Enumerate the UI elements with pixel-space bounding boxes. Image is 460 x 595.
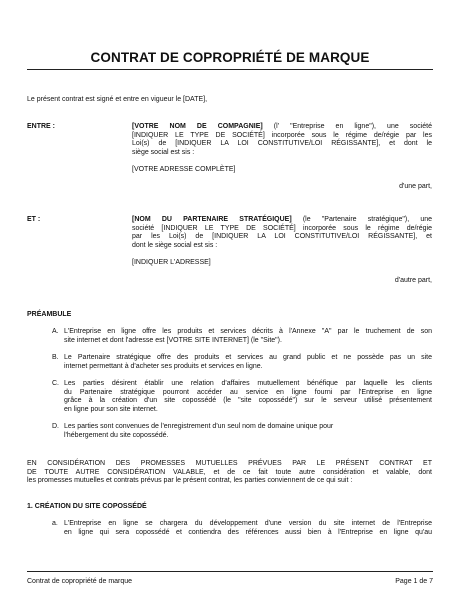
consideration-line-2: DE TOUTE AUTRE CONSIDÉRATION VALABLE, et de ce fait toute autre considération et valable, dont: [27, 468, 432, 476]
item-d-line-1: Les parties sont convenues de l'enregistrement d'un seul nom de domaine unique pour: [64, 423, 334, 430]
section-1-heading: 1. CRÉATION DU SITE COPOSSÉDÉ: [27, 503, 147, 510]
item-d-letter: D.: [52, 423, 59, 430]
item-c-line-4: en ligne pour son site internet.: [64, 405, 158, 413]
item-c-line-1: Les parties désirent établir une relation d'affaires mutuellement bénéfique par laquelle les clients: [64, 380, 432, 387]
preambule-heading: PRÉAMBULE: [27, 311, 72, 318]
item-b-line-1: Le Partenaire stratégique offre des produits et services au grand public et ne possède pas un site: [64, 354, 432, 361]
et-line-4: dont le siège social est sis :: [132, 241, 218, 249]
section-1-item-line-1: L'Entreprise en ligne se chargera du développement d'une version du site internet de l'Entreprise: [64, 520, 432, 527]
partner-name: [NOM DU PARTENAIRE STRATÉGIQUE]: [132, 216, 292, 223]
entre-line-1: [VOTRE NOM DE COMPAGNIE] (l' "Entreprise en ligne"), une société: [132, 123, 432, 130]
title-divider: [27, 69, 433, 70]
section-1-item-letter: a.: [52, 520, 58, 527]
et-line-3: par les Loi(s) de [INDIQUER LA LOI CONSTITUTIVE/LOI RÉGISSANTE], et: [132, 233, 432, 240]
entre-line-4: siège social est sis :: [132, 148, 195, 156]
entre-line-2: [INDIQUER LE TYPE DE SOCIÉTÉ] incorporée sous le régime de/régie par les: [132, 131, 432, 139]
intro-text: Le présent contrat est signé et entre en vigueur le [DATE],: [27, 96, 208, 103]
entre-closing: d'une part,: [399, 183, 432, 190]
item-b-line-2: internet permettant à d'acheter ses produits et services en ligne.: [64, 362, 263, 370]
et-line-2: société [INDIQUER LE TYPE DE SOCIÉTÉ] incorporée sous le régime de/régie: [132, 224, 432, 232]
item-a-letter: A.: [52, 328, 59, 335]
item-a-line-1: L'Entreprise en ligne offre les produits et services décrits à l'Annexe "A" par le truchement de son: [64, 328, 432, 335]
item-a-line-2: site internet et dont l'adresse est [VOTRE SITE INTERNET] (le "Site").: [64, 336, 282, 344]
entre-address: [VOTRE ADRESSE COMPLÈTE]: [132, 166, 236, 173]
et-closing: d'autre part,: [394, 277, 432, 284]
footer-divider: [27, 571, 433, 572]
consideration-line-1: EN CONSIDÉRATION DES PROMESSES MUTUELLES PRÉVUES PAR LE PRÉSENT CONTRAT ET: [27, 460, 432, 467]
item-d-line-2: l'hébergement du site copossédé.: [64, 431, 169, 439]
footer-document-name: Contrat de copropriété de marque: [27, 578, 133, 585]
document-title: CONTRAT DE COPROPRIÉTÉ DE MARQUE: [90, 50, 370, 65]
et-label: ET :: [27, 216, 41, 223]
consideration-line-3: les promesses mutuelles et contrats prévus par le présent contrat, les parties conviennent de ce qui suit :: [27, 477, 353, 484]
item-b-letter: B.: [52, 354, 59, 361]
item-c-letter: C.: [52, 380, 59, 387]
et-address: [INDIQUER L'ADRESSE]: [132, 259, 211, 266]
section-1-item-line-2: en ligne qui sera copossédé et contiendra des références aussi bien à l'Entreprise en ligne qu'au: [64, 528, 432, 536]
et-line-1: [NOM DU PARTENAIRE STRATÉGIQUE] (le "Partenaire stratégique"), une: [132, 216, 432, 223]
company-name: [VOTRE NOM DE COMPAGNIE]: [132, 123, 263, 130]
entre-label: ENTRE :: [27, 123, 55, 130]
item-c-line-3: grâce à la création d'un site copossédé (le "site copossédé") sur le serveur utilisé présentement: [64, 397, 432, 404]
entre-line-3: Loi(s) de [INDIQUER LA LOI CONSTITUTIVE/LOI RÉGISSANTE], et dont le: [132, 140, 432, 147]
footer-page-number: Page 1 de 7: [395, 578, 433, 585]
item-c-line-2: du Partenaire stratégique pourront accéder au service en ligne fourni par l'Entreprise en ligne: [64, 388, 432, 396]
